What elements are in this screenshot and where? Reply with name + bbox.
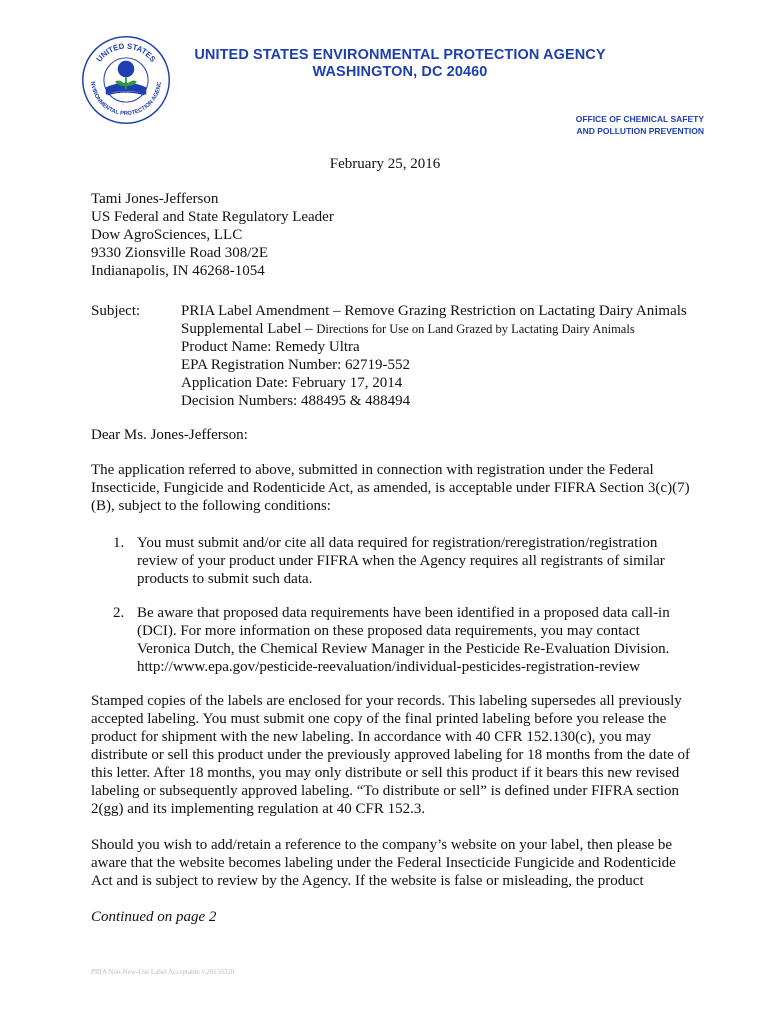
condition-item (113, 604, 673, 676)
condition-item (113, 534, 673, 588)
subject-line (181, 320, 711, 338)
recipient-city: Indianapolis, IN 46268-1054 (91, 263, 265, 279)
recipient-name: Tami Jones-Jefferson (91, 191, 219, 207)
footer-version: PRIA Non-New-Use Label Acceptable v.20150320 (91, 968, 235, 976)
agency-name: UNITED STATES ENVIRONMENTAL PROTECTION AGENCY (194, 47, 606, 63)
body-paragraph: Should you wish to add/retain a reference to the company’s website on your label, then please be aware that the website becomes labeling under the Federal Insecticide Fungicide and Rodenticide Act and is subject to review by the Agency. If the website is false or misleading, the product (91, 837, 676, 889)
subject-label: Subject: (91, 303, 141, 319)
recipient-address (91, 190, 334, 280)
recipient-title: US Federal and State Regulatory Leader (91, 209, 334, 225)
seal-text-bottom: NVIRONMENTAL PROTECTION AGENC (89, 81, 163, 117)
office-name (576, 113, 704, 137)
subject-supplemental: Supplemental Label – (181, 321, 313, 337)
condition-number: 1. (113, 535, 125, 551)
letter-date: February 25, 2016 (329, 156, 441, 172)
subject-line: Application Date: February 17, 2014 (181, 375, 403, 391)
subject-block (91, 302, 711, 410)
recipient-company: Dow AgroSciences, LLC (91, 227, 243, 243)
subject-line: EPA Registration Number: 62719-552 (181, 357, 411, 373)
recipient-street: 9330 Zionsville Road 308/2E (91, 245, 269, 261)
body-paragraph: The application referred to above, submitted in connection with registration under the Federal Insecticide, Fungicide and Rodenticide Act, as amended, is acceptable under FIFRA Section 3(c)(7)(B), subject to the following conditions: (91, 462, 690, 514)
subject-line: PRIA Label Amendment – Remove Grazing Restriction on Lactating Dairy Animals (181, 303, 687, 319)
condition-text: Be aware that proposed data requirements have been identified in a proposed data call-in (DCI). For more information on these proposed data requirements, you may contact Veronica Dutch, the Chemical Review Manager in the Pesticide Re-Evaluation Division. (137, 605, 670, 657)
body-paragraph: Stamped copies of the labels are enclosed for your records. This labeling supersedes all previously accepted labeling. You must submit one copy of the final printed labeling before you release the product for shipment with the new labeling. In accordance with 40 CFR 152.130(c), you may distribute or sell this product under the previously approved labeling for 18 months from the date of this letter. After 18 months, you may only distribute or sell this product if it bears this new revised labeling or subsequently approved labeling. “To distribute or sell” is defined under FIFRA section 2(gg) and its implementing regulation at 40 CFR 152.3. (91, 693, 691, 817)
office-line-1: OFFICE OF CHEMICAL SAFETY (575, 114, 704, 124)
office-line-2: AND POLLUTION PREVENTION (576, 126, 704, 136)
salutation: Dear Ms. Jones-Jefferson: (91, 427, 248, 443)
subject-line: Product Name: Remedy Ultra (181, 339, 360, 355)
condition-number: 2. (113, 605, 125, 621)
seal-text-top: UNITED STATES (94, 41, 158, 64)
subject-directions: Directions for Use on Land Grazed by Lactating Dairy Animals (316, 322, 635, 336)
subject-line: Decision Numbers: 488495 & 488494 (181, 393, 411, 409)
reevaluation-link[interactable]: http://www.epa.gov/pesticide-reevaluation/individual-pesticides-registration-review (137, 659, 641, 675)
condition-text: You must submit and/or cite all data required for registration/reregistration/registration review of your product under FIFRA when the Agency requires all registrants of similar products to submit such data. (137, 535, 665, 587)
continued-note: Continued on page 2 (91, 909, 217, 925)
agency-city: WASHINGTON, DC 20460 (312, 64, 488, 80)
agency-heading (140, 47, 660, 81)
